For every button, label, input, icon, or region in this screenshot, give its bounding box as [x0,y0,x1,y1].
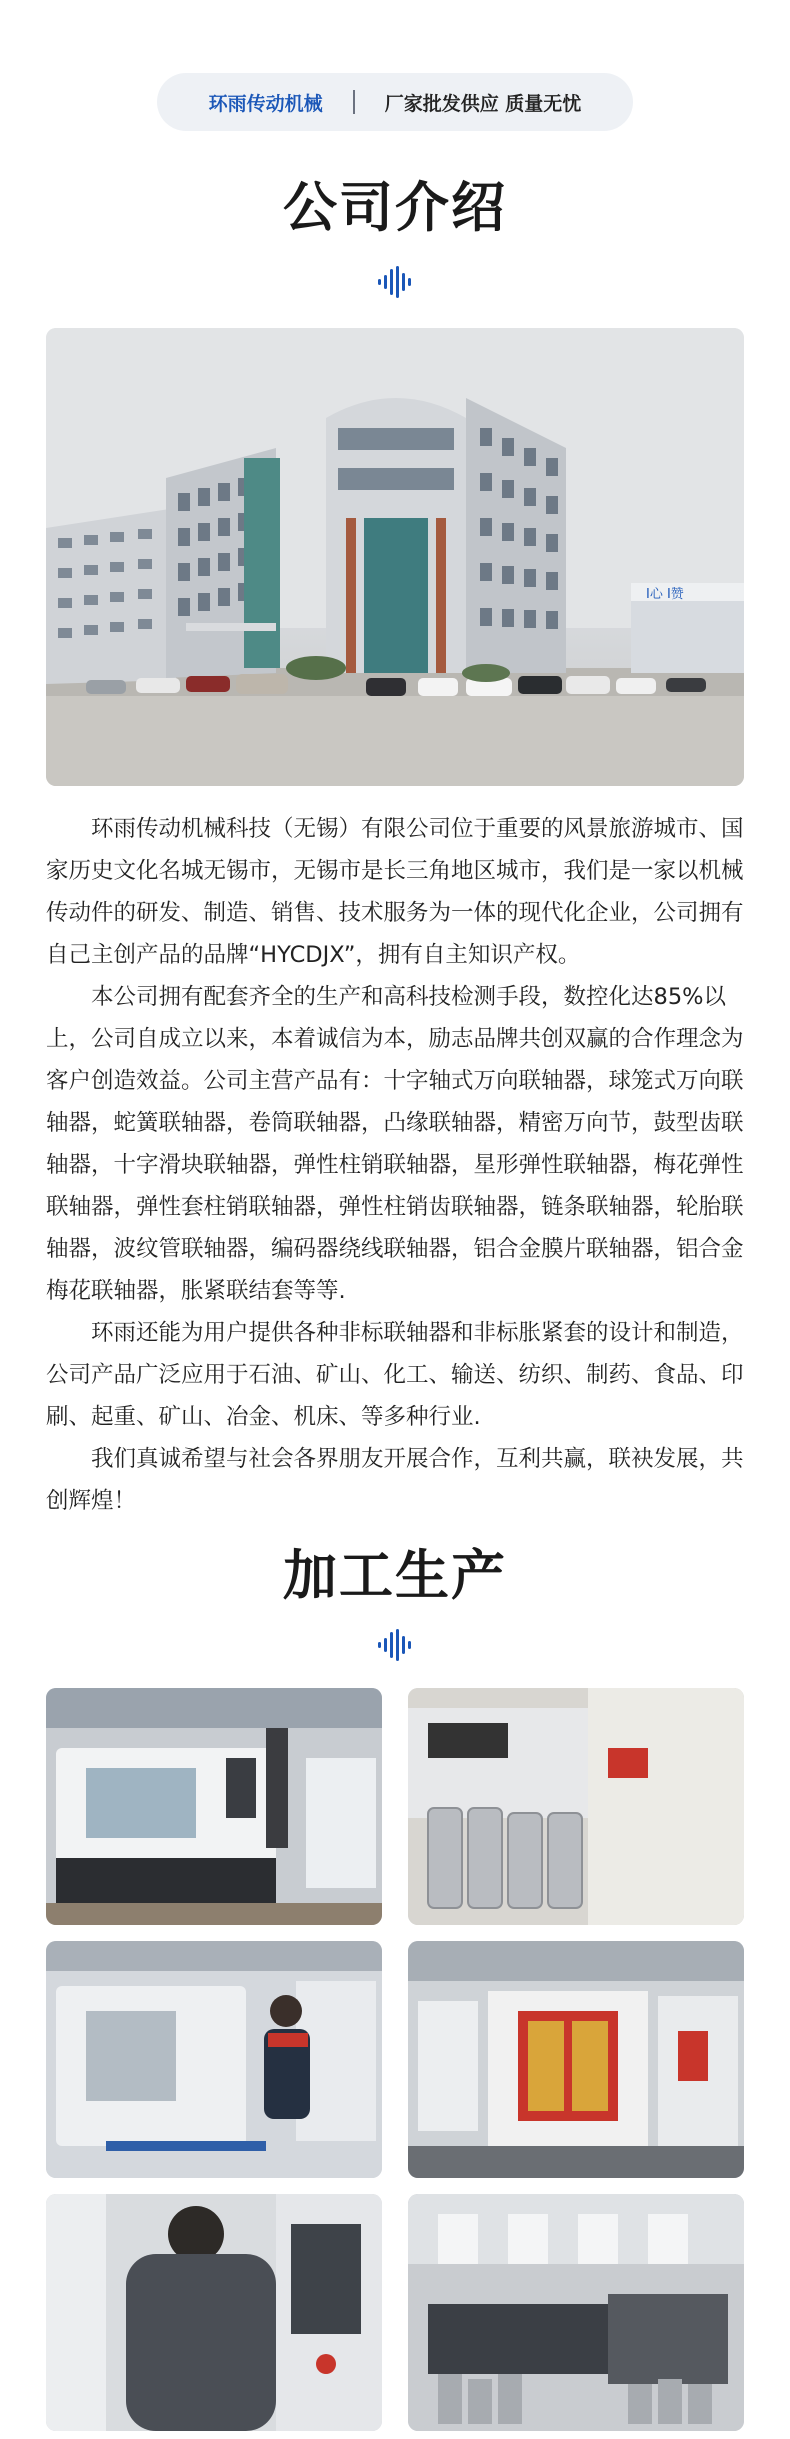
brand-slogan: 厂家批发供应 质量无忧 [384,92,582,115]
banner-divider [353,90,355,114]
company-intro-text [46,808,752,1522]
intro-paragraph: 环雨传动机械科技（无锡）有限公司位于重要的风景旅游城市、国家历史文化名城无锡市，无锡市是长三角地区城市，我们是一家以机械传动件的研发、制造、销售、技术服务为一体的现代化企业，公司拥有自己主创产品的品牌“HYCDJX”，拥有自主知识产权。 [46,816,744,968]
production-photo-parts [408,1688,744,1925]
production-photo-worker [46,2194,382,2431]
building-sign: Ⅰ心 Ⅰ赞 [646,587,684,602]
production-photo-operator [46,1941,382,2178]
brand-name: 环雨传动机械 [208,92,323,115]
production-photo-cnc-lathe [46,1688,382,1925]
production-photo-machining-center [408,1941,744,2178]
intro-paragraph: 我们真诚希望与社会各界朋友开展合作，互利共赢，联袂发展，共创辉煌！ [46,1446,744,1514]
sound-wave-icon [377,1627,413,1663]
intro-paragraph: 环雨还能为用户提供各种非标联轴器和非标胀紧套的设计和制造，公司产品广泛应用于石油、矿山、化工、输送、纺织、制药、食品、印刷、起重、矿山、冶金、机床、等多种行业. [46,1320,744,1430]
brand-banner [157,73,633,131]
intro-section-title: 公司介绍 [283,176,507,239]
production-photo-workshop [408,2194,744,2431]
company-building-photo [46,328,744,786]
sound-wave-icon [377,264,413,300]
intro-paragraph: 本公司拥有配套齐全的生产和高科技检测手段，数控化达85%以上，公司自成立以来，本着诚信为本，励志品牌共创双赢的合作理念为客户创造效益。公司主营产品有：十字轴式万向联轴器，球笼式万向联轴器，蛇簧联轴器，卷筒联轴器，凸缘联轴器，精密万向节，鼓型齿联轴器，十字滑块联轴器，弹性柱销联轴器，星形弹性联轴器，梅花弹性联轴器，弹性套柱销联轴器，弹性柱销齿联轴器，链条联轴器，轮胎联轴器，波纹管联轴器，编码器绕线联轴器，铝合金膜片联轴器，铝合金梅花联轴器，胀紧联结套等等. [46,984,744,1304]
production-section-title: 加工生产 [283,1544,507,1607]
